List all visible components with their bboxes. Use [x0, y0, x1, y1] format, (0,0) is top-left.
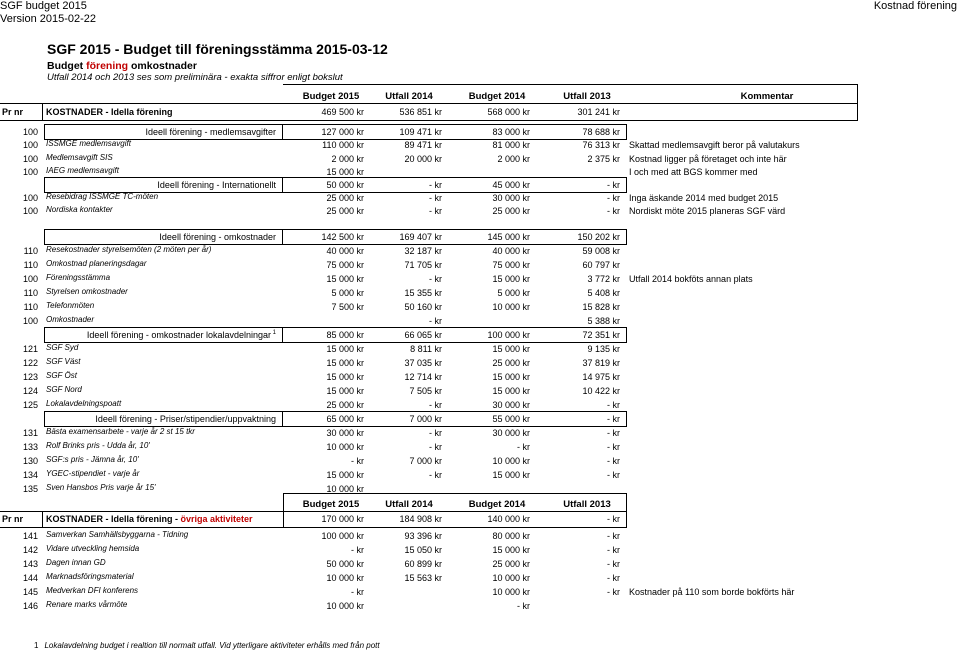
amount-cell: 50 000 kr	[326, 559, 364, 569]
amount-cell: 2 375 kr	[587, 154, 620, 164]
amount-cell: 170 000 kr	[321, 514, 364, 524]
amount-cell: 100 000 kr	[321, 531, 364, 541]
comment-cell: I och med att BGS kommer med	[629, 167, 758, 177]
project-number: 100	[22, 127, 38, 137]
line-item-label: Samverkan Samhällsbyggarna - Tidning	[46, 530, 189, 539]
amount-cell: 5 408 kr	[587, 288, 620, 298]
amount-cell: 32 187 kr	[404, 246, 442, 256]
project-number: 144	[22, 573, 38, 583]
amount-cell: - kr	[607, 514, 620, 524]
line-item-label: Rolf Brinks pris - Udda år, 10'	[46, 441, 150, 450]
amount-cell: 142 500 kr	[321, 232, 364, 242]
amount-cell: 5 000 kr	[497, 288, 530, 298]
amount-cell: 55 000 kr	[492, 414, 530, 424]
amount-cell: 10 422 kr	[582, 386, 620, 396]
amount-cell: 100 000 kr	[487, 330, 530, 340]
amount-cell: 15 563 kr	[404, 573, 442, 583]
col-header-budget-2015: Budget 2015	[302, 91, 360, 102]
amount-cell: 140 000 kr	[487, 514, 530, 524]
amount-cell: 7 500 kr	[331, 302, 364, 312]
divider	[0, 511, 627, 512]
amount-cell: 2 000 kr	[497, 154, 530, 164]
amount-cell: 15 000 kr	[326, 274, 364, 284]
amount-cell: - kr	[607, 470, 620, 480]
amount-cell: 75 000 kr	[326, 260, 364, 270]
footnote-ref: 1	[270, 330, 276, 336]
line-item-label: Medverkan DFI konferens	[46, 586, 139, 595]
amount-cell: - kr	[607, 587, 620, 597]
col-header-utfall-2014: Utfall 2014	[385, 91, 433, 102]
amount-cell: 30 000 kr	[492, 193, 530, 203]
amount-cell: 37 819 kr	[582, 358, 620, 368]
line-item-label: Lokalavdelningspoatt	[46, 399, 122, 408]
amount-cell: 66 065 kr	[404, 330, 442, 340]
project-number: 146	[22, 601, 38, 611]
line-item-label: Nordiska kontakter	[46, 205, 113, 214]
subtotal-label	[48, 414, 276, 424]
line-item-label: Resekostnader styrelsemöten (2 möten per år)	[46, 245, 212, 254]
amount-cell: 40 000 kr	[326, 246, 364, 256]
amount-cell: 5 000 kr	[331, 288, 364, 298]
amount-cell: 10 000 kr	[492, 573, 530, 583]
project-number: 123	[22, 372, 38, 382]
amount-cell: - kr	[351, 545, 364, 555]
subtotal-label-text: Ideell förening - Priser/stipendier/uppvaktning	[95, 414, 276, 424]
project-number: 143	[22, 559, 38, 569]
amount-cell: 301 241 kr	[577, 107, 620, 117]
amount-cell: 15 355 kr	[404, 288, 442, 298]
line-item-label: IAEG medlemsavgift	[46, 166, 119, 175]
amount-cell: 40 000 kr	[492, 246, 530, 256]
subtotal-label	[48, 180, 276, 190]
amount-cell: - kr	[607, 193, 620, 203]
line-item-label: Dagen innan GD	[46, 558, 106, 567]
line-item-label: SGF Nord	[46, 385, 82, 394]
comment-cell: Kostnader på 110 som borde bokförts här	[629, 587, 795, 597]
amount-cell: 12 714 kr	[404, 372, 442, 382]
project-number: 100	[22, 274, 38, 284]
project-number: 100	[22, 140, 38, 150]
comment-cell: Utfall 2014 bokföts annan plats	[629, 274, 753, 284]
amount-cell: 7 505 kr	[409, 386, 442, 396]
amount-cell: - kr	[429, 180, 442, 190]
amount-cell: 80 000 kr	[492, 531, 530, 541]
amount-cell: 7 000 kr	[409, 414, 442, 424]
amount-cell: 30 000 kr	[492, 428, 530, 438]
amount-cell: 59 008 kr	[582, 246, 620, 256]
project-number: 110	[23, 302, 38, 312]
line-item-label: Medlemsavgift SIS	[46, 153, 113, 162]
project-number: 145	[22, 587, 38, 597]
divider	[0, 120, 858, 121]
line-item-label: ISSMGE medlemsavgift	[46, 139, 131, 148]
amount-cell: - kr	[607, 559, 620, 569]
amount-cell: 568 000 kr	[487, 107, 530, 117]
line-item-label: Sven Hansbos Pris varje år 15'	[46, 483, 156, 492]
subtotal-label-text: Ideell förening - medlemsavgifter	[145, 127, 276, 137]
amount-cell: - kr	[607, 414, 620, 424]
col-header-kommentar: Kommentar	[740, 91, 794, 102]
amount-cell: 10 000 kr	[326, 442, 364, 452]
project-number: 100	[22, 167, 38, 177]
project-number: 100	[22, 193, 38, 203]
amount-cell: 25 000 kr	[492, 559, 530, 569]
amount-cell: 15 000 kr	[326, 167, 364, 177]
amount-cell: 5 388 kr	[587, 316, 620, 326]
amount-cell: 25 000 kr	[326, 193, 364, 203]
amount-cell: 30 000 kr	[326, 428, 364, 438]
project-number: 134	[22, 470, 38, 480]
amount-cell: 10 000 kr	[492, 456, 530, 466]
amount-cell: 15 000 kr	[492, 386, 530, 396]
amount-cell: 15 000 kr	[326, 470, 364, 480]
amount-cell: 8 811 kr	[410, 344, 442, 354]
amount-cell: 145 000 kr	[487, 232, 530, 242]
amount-cell: 10 000 kr	[326, 573, 364, 583]
amount-cell: 15 000 kr	[492, 344, 530, 354]
amount-cell: - kr	[429, 206, 442, 216]
amount-cell: 169 407 kr	[399, 232, 442, 242]
amount-cell: 93 396 kr	[404, 531, 442, 541]
amount-cell: - kr	[607, 206, 620, 216]
amount-cell: 14 975 kr	[582, 372, 620, 382]
subtotal-label	[48, 330, 276, 340]
amount-cell: 15 000 kr	[326, 386, 364, 396]
amount-cell: 3 772 kr	[587, 274, 620, 284]
amount-cell: 65 000 kr	[326, 414, 364, 424]
subtotal-label	[48, 127, 276, 137]
project-number: 110	[23, 246, 38, 256]
project-number: 133	[22, 442, 38, 452]
section-title-kostnader: KOSTNADER - Idella förening	[46, 107, 173, 117]
subtotal-label-text: Ideell förening - omkostnader lokalavdelningar	[86, 330, 271, 340]
project-number: 142	[22, 545, 38, 555]
amount-cell: 15 000 kr	[326, 344, 364, 354]
line-item-label: Styrelsen omkostnader	[46, 287, 128, 296]
amount-cell: - kr	[517, 442, 530, 452]
page-subtitle: Budget förening omkostnader	[47, 60, 197, 72]
amount-cell: 127 000 kr	[321, 127, 364, 137]
line-item-label: SGF:s pris - Jämna år, 10'	[46, 455, 139, 464]
project-number: 141	[22, 531, 38, 541]
col-header-utfall-2014-b: Utfall 2014	[385, 499, 433, 510]
divider	[0, 103, 858, 104]
amount-cell: 45 000 kr	[492, 180, 530, 190]
section-title-ovriga: KOSTNADER - Idella förening - övriga aktiviteter	[46, 514, 253, 524]
amount-cell: 10 000 kr	[492, 302, 530, 312]
project-number: 130	[22, 456, 38, 466]
project-number: 100	[22, 154, 38, 164]
divider	[283, 84, 858, 85]
amount-cell: 72 351 kr	[582, 330, 620, 340]
amount-cell: 109 471 kr	[399, 127, 442, 137]
amount-cell: 81 000 kr	[492, 140, 530, 150]
col-header-budget-2015-b: Budget 2015	[302, 499, 360, 510]
line-item-label: SGF Öst	[46, 371, 77, 380]
amount-cell: 83 000 kr	[492, 127, 530, 137]
line-item-label: Bästa examensarbete - varje år 2 st 15 tkr	[46, 427, 195, 436]
line-item-label: YGEC-stipendiet - varje år	[46, 469, 140, 478]
amount-cell: 50 160 kr	[404, 302, 442, 312]
amount-cell: 37 035 kr	[404, 358, 442, 368]
subtotal-label-text: Ideell förening - omkostnader	[159, 232, 276, 242]
amount-cell: - kr	[429, 442, 442, 452]
project-number: 110	[23, 260, 38, 270]
amount-cell: 50 000 kr	[326, 180, 364, 190]
amount-cell: 30 000 kr	[492, 400, 530, 410]
divider	[42, 511, 43, 528]
amount-cell: - kr	[429, 428, 442, 438]
amount-cell: - kr	[429, 470, 442, 480]
amount-cell: 110 000 kr	[322, 140, 364, 150]
divider	[42, 103, 43, 121]
amount-cell: 20 000 kr	[404, 154, 442, 164]
prnr-label-b: Pr nr	[2, 514, 24, 524]
amount-cell: 2 000 kr	[331, 154, 364, 164]
document-right-title: Kostnad förening	[873, 0, 957, 12]
project-number: 100	[22, 316, 38, 326]
line-item-label: SGF Väst	[46, 357, 81, 366]
amount-cell: 60 899 kr	[404, 559, 442, 569]
amount-cell: - kr	[607, 428, 620, 438]
amount-cell: 469 500 kr	[321, 107, 364, 117]
comment-cell: Skattad medlemsavgift beror på valutakurs	[629, 140, 800, 150]
amount-cell: - kr	[607, 545, 620, 555]
project-number: 135	[22, 484, 38, 494]
amount-cell: 25 000 kr	[492, 206, 530, 216]
amount-cell: 10 000 kr	[326, 601, 364, 611]
amount-cell: 25 000 kr	[326, 206, 364, 216]
col-header-utfall-2013-b: Utfall 2013	[563, 499, 611, 510]
amount-cell: - kr	[429, 274, 442, 284]
line-item-label: Marknadsföringsmaterial	[46, 572, 134, 581]
amount-cell: 15 000 kr	[492, 372, 530, 382]
comment-cell: Inga äskande 2014 med budget 2015	[629, 193, 779, 203]
amount-cell: - kr	[607, 573, 620, 583]
amount-cell: - kr	[429, 193, 442, 203]
amount-cell: 85 000 kr	[326, 330, 364, 340]
amount-cell: 15 000 kr	[326, 372, 364, 382]
amount-cell: - kr	[517, 601, 530, 611]
amount-cell: 25 000 kr	[326, 400, 364, 410]
amount-cell: 15 000 kr	[492, 470, 530, 480]
line-item-label: Telefonmöten	[46, 301, 95, 310]
amount-cell: 7 000 kr	[409, 456, 442, 466]
amount-cell: 10 000 kr	[492, 587, 530, 597]
amount-cell: 184 908 kr	[399, 514, 442, 524]
line-item-label: Föreningsstämma	[46, 273, 111, 282]
amount-cell: 71 705 kr	[404, 260, 442, 270]
document-version: Version 2015-02-22	[0, 13, 97, 25]
amount-cell: - kr	[607, 400, 620, 410]
amount-cell: 78 688 kr	[582, 127, 620, 137]
amount-cell: - kr	[607, 442, 620, 452]
divider	[626, 493, 627, 528]
amount-cell: - kr	[429, 400, 442, 410]
line-item-label: Vidare utveckling hemsida	[46, 544, 140, 553]
amount-cell: 75 000 kr	[492, 260, 530, 270]
page-title: SGF 2015 - Budget till föreningsstämma 2015-03-12	[47, 41, 388, 57]
footnote: 1 Lokalavdelning budget i realtion till normalt utfall. Vid ytterligare aktiviteter erhålls med från pott	[34, 641, 380, 650]
amount-cell: 76 313 kr	[582, 140, 620, 150]
project-number: 124	[22, 386, 38, 396]
amount-cell: 15 000 kr	[492, 274, 530, 284]
comment-cell: Kostnad ligger på företaget och inte här	[629, 154, 787, 164]
line-item-label: Omkostnader	[46, 315, 95, 324]
amount-cell: 9 135 kr	[587, 344, 620, 354]
project-number: 110	[23, 288, 38, 298]
col-header-utfall-2013: Utfall 2013	[563, 91, 611, 102]
prnr-label: Pr nr	[2, 107, 24, 117]
divider	[0, 527, 627, 528]
divider	[857, 84, 858, 121]
project-number: 100	[22, 206, 38, 216]
divider	[283, 493, 284, 528]
amount-cell: - kr	[351, 587, 364, 597]
amount-cell: 536 851 kr	[399, 107, 442, 117]
line-item-label: Renare marks vårmöte	[46, 600, 128, 609]
comment-cell: Nordiskt möte 2015 planeras SGF värd	[629, 206, 786, 216]
amount-cell: 25 000 kr	[492, 358, 530, 368]
amount-cell: - kr	[351, 456, 364, 466]
amount-cell: 60 797 kr	[582, 260, 620, 270]
amount-cell: 150 202 kr	[577, 232, 620, 242]
amount-cell: 15 000 kr	[492, 545, 530, 555]
page-note: Utfall 2014 och 2013 ses som preliminära - exakta siffror enligt bokslut	[47, 72, 343, 83]
amount-cell: 15 828 kr	[582, 302, 620, 312]
amount-cell: - kr	[607, 180, 620, 190]
amount-cell: 10 000 kr	[326, 484, 364, 494]
amount-cell: 15 050 kr	[404, 545, 442, 555]
line-item-label: Omkostnad planeringsdagar	[46, 259, 147, 268]
project-number: 122	[22, 358, 38, 368]
amount-cell: 15 000 kr	[326, 358, 364, 368]
project-number: 131	[22, 428, 38, 438]
subtotal-label-text: Ideell förening - Internationellt	[157, 180, 276, 190]
amount-cell: - kr	[607, 456, 620, 466]
subtotal-label	[48, 232, 276, 242]
project-number: 121	[22, 344, 38, 354]
line-item-label: SGF Syd	[46, 343, 79, 352]
project-number: 125	[22, 400, 38, 410]
amount-cell: 89 471 kr	[404, 140, 442, 150]
col-header-budget-2014-b: Budget 2014	[468, 499, 526, 510]
amount-cell: - kr	[429, 316, 442, 326]
line-item-label: Resebidrag ISSMGE TC-möten	[46, 192, 159, 201]
document-name: SGF budget 2015 Version 2015-02-22	[0, 0, 97, 25]
col-header-budget-2014: Budget 2014	[468, 91, 526, 102]
amount-cell: - kr	[607, 531, 620, 541]
